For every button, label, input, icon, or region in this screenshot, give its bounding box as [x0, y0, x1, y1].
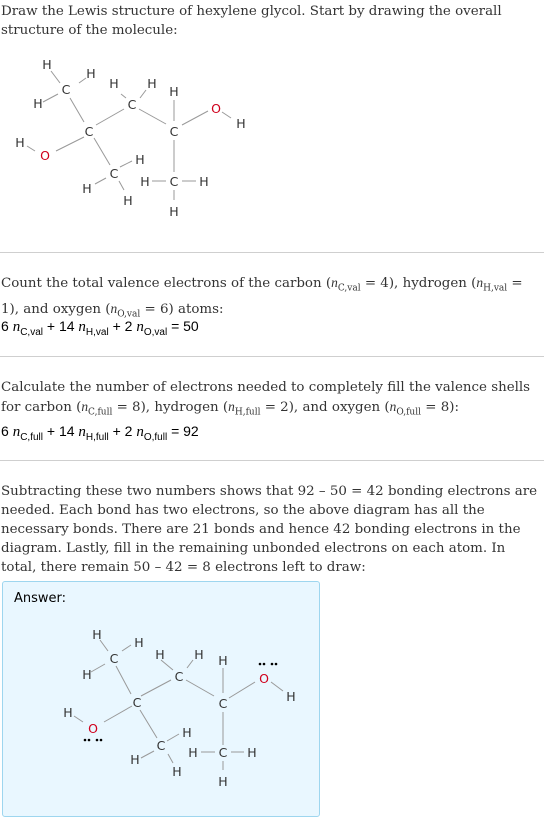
atom-c: C [132, 695, 142, 710]
subscript: H,val [483, 283, 508, 294]
atom-o: O [211, 101, 221, 116]
molecule-structure [0, 50, 260, 225]
subscript: H,full [234, 407, 261, 418]
divider [0, 356, 544, 357]
count-part: Count the total valence electrons of the carbon ( [1, 276, 332, 291]
atom-c: C [109, 166, 119, 181]
count-part: = 1), and oxygen ( [1, 276, 523, 317]
atom-h: H [188, 745, 198, 760]
subscript: O,val [117, 309, 141, 320]
n-symbol: n [78, 424, 86, 440]
atom-c: C [218, 696, 228, 711]
atom-c: C [174, 669, 184, 684]
atom-o: O [88, 721, 98, 736]
atom-c: C [127, 97, 137, 112]
atom-h: H [33, 96, 43, 111]
atom-c: C [61, 82, 71, 97]
fill-text [1, 378, 541, 423]
atom-c: C [84, 124, 94, 139]
equation-full [1, 423, 199, 443]
atom-h: H [63, 705, 73, 720]
atom-h: H [286, 689, 296, 704]
n-symbol: n [476, 275, 484, 290]
atom-h: H [92, 627, 102, 642]
subscript: C,full [88, 407, 113, 418]
atom-h: H [109, 76, 119, 91]
result: = 50 [171, 318, 199, 334]
n-symbol: n [228, 399, 235, 414]
atom-h: H [199, 174, 209, 189]
count-part: = 4), hydrogen ( [360, 276, 477, 291]
intro-text [1, 2, 541, 40]
n-symbol: n [136, 319, 144, 335]
fill-part: = 8): [420, 400, 459, 415]
n-symbol: n [12, 424, 21, 440]
coef: 6 [1, 423, 9, 439]
fill-part: Calculate the number of electrons needed to completely fill the valence shells for carbon ( [1, 380, 531, 415]
n-symbol: n [78, 319, 86, 335]
subscript: H,val [85, 326, 109, 338]
atom-h: H [169, 204, 179, 219]
coef: 6 [1, 318, 9, 334]
subscript: C,val [20, 326, 43, 338]
atom-h: H [236, 116, 246, 131]
subscript: O,val [143, 326, 168, 338]
answer-box [2, 581, 320, 817]
atom-h: H [42, 57, 52, 72]
atom-c: C [218, 745, 228, 760]
atom-h: H [247, 745, 257, 760]
atom-h: H [218, 774, 228, 789]
atom-h: H [86, 66, 96, 81]
fill-part: = 2), and oxygen ( [260, 400, 390, 415]
atom-h: H [218, 653, 228, 668]
result: = 92 [171, 423, 199, 439]
fill-part: = 8), hydrogen ( [112, 400, 229, 415]
atom-h: H [194, 647, 204, 662]
atom-h: H [123, 193, 133, 208]
subscript: O,full [143, 431, 168, 443]
atom-h: H [172, 764, 182, 779]
n-symbol: n [81, 399, 89, 414]
count-text [1, 273, 541, 324]
atom-h: H [135, 152, 145, 167]
divider [0, 252, 544, 253]
n-symbol: n [136, 424, 144, 440]
coef: + 2 [112, 318, 133, 334]
atom-h: H [130, 752, 140, 767]
subscript: C,full [20, 431, 43, 443]
atom-c: C [156, 738, 166, 753]
subscript: C,val [337, 283, 361, 294]
divider [0, 460, 544, 461]
atom-h: H [169, 84, 179, 99]
subtract-text [1, 482, 541, 577]
intro-line: Draw the Lewis structure of hexylene glycol. Start by drawing the overall structure of the molecule: [1, 4, 502, 38]
atom-h: H [147, 76, 157, 91]
subtract-line: Subtracting these two numbers shows that 92 – 50 = 42 bonding electrons are needed. Each bond has two electrons, so the above diagram has all the necessary bonds. There are 21 bonds and hence 42 bonding electrons in the diagram. Lastly, fill in the remaining unbonded electrons on each atom. In total, there remain 50 – 42 = 8 electrons left to draw: [1, 484, 538, 575]
atom-h: H [134, 635, 144, 650]
subscript: H,full [85, 431, 109, 443]
atom-o: O [259, 671, 269, 686]
n-symbol: n [389, 399, 397, 414]
answer-label: Answer: [14, 591, 67, 606]
count-part: = 6) atoms: [140, 301, 224, 317]
atom-h: H [82, 181, 92, 196]
atom-h: H [155, 647, 165, 662]
atom-h: H [15, 135, 25, 150]
atom-c: C [169, 174, 179, 189]
n-symbol: n [110, 300, 118, 316]
atom-o: O [40, 148, 50, 163]
coef: + 14 [46, 423, 75, 439]
atom-c: C [109, 651, 119, 666]
subscript: O,full [396, 407, 421, 418]
n-symbol: n [12, 319, 21, 335]
atom-h: H [140, 174, 150, 189]
coef: + 2 [112, 423, 133, 439]
n-symbol: n [331, 275, 338, 290]
lewis-structure [61, 624, 311, 804]
coef: + 14 [46, 318, 75, 334]
atom-c: C [169, 124, 179, 139]
atoms [63, 627, 295, 789]
atoms [15, 57, 245, 219]
equation-valence [1, 318, 199, 338]
atom-h: H [182, 725, 192, 740]
atom-h: H [82, 667, 92, 682]
